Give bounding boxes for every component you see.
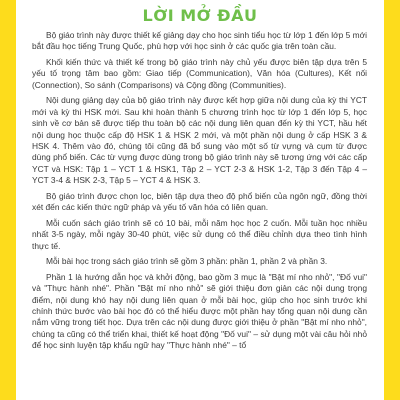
paragraph-1: Bộ giáo trình này được thiết kế giảng dạy cho học sinh tiểu học từ lớp 1 đến lớp 5 mới bắt đầu học tiếng Trung Quốc, phù hợp với học sinh ở các quốc gia trên toàn cầu. [32,30,367,52]
paragraph-2: Khối kiến thức và thiết kế trong bộ giáo trình này chủ yếu được biên tập dựa trên 5 yếu tố trọng tâm bao gồm: Giao tiếp (Communication), Văn hóa (Cultures), Kết nối (Connection), So sánh (Comparisons) và Cộng đồng (Communities). [32,57,367,90]
page-title: LỜI MỞ ĐẦU [142,6,258,25]
paragraph-6: Mỗi bài học trong sách giáo trình sẽ gồm 3 phần: phần 1, phần 2 và phần 3. [46,256,328,267]
paragraph-4: Bộ giáo trình được chọn lọc, biên tập dựa theo độ phổ biến của ngôn ngữ, đồng thời xét đến các kiến thức ngữ pháp và yếu tố văn hóa có liên quan. [32,190,367,213]
paragraph-5: Mỗi cuốn sách giáo trình sẽ có 10 bài, mỗi năm học học 2 cuốn. Mỗi tuần học nhiều nhất 3-5 ngày, mỗi ngày 30-40 phút, việc sử dụng có thể điều chỉnh dựa theo tình hình thực tế. [32,217,367,251]
document-page [16,0,384,400]
document-body [16,30,384,352]
paragraph-3: Nội dung giảng dạy của bộ giáo trình này được kết hợp giữa nội dung của kỳ thi YCT mới và kỳ thi HSK mới. Sau khi hoàn thành 5 chương trình học từ lớp 1 đến lớp 5, học sinh về cơ bản sẽ được tiếp thu toàn bộ các nội dung liên quan đến kỳ thi YCT, hầu hết nội dung học thuộc cấp độ HSK 1 & HSK 2 mới, và một phần nội dung ở cấp HSK 3 & HSK 4. Thêm vào đó, chúng tôi cũng đã bổ sung vào một số từ vựng và cụm từ được dùng phổ biến. Các từ vựng được dùng trong bộ giáo trình này sẽ tương ứng với các cấp YCT và HSK: Tập 1 – YCT 1 & HSK1, Tập 2 – YCT 2-3 & HSK 1-2, Tập 3 đến Tập 4 – YCT 3-4 & HSK 2-3, Tập 5 – YCT 4 & HSK 3. [32,95,367,186]
paragraph-7: Phần 1 là hướng dẫn học và khởi động, bao gồm 3 mục là "Bật mí nho nhỏ", "Đố vui" và "Thực hành nhé". Phần "Bật mí nho nhỏ" sẽ giới thiệu đơn giản các nội dung trọng điểm, nội dung khó hay nội dung liên quan ở mỗi bài học, giúp cho học sinh trước khi chính thức bước vào bài học đó có thể hiểu được một phần hay tổng quan nội dung cần nắm vững trong tiết học. Dựa trên các nội dung được giới thiệu ở phần "Bật mí nho nhỏ", chúng ta cũng có thể triển khai, thiết kế hoạt động "Đố vui" – sử dụng một vài câu hỏi nhỏ để học sinh luyện tập khẩu ngữ hay "Thực hành nhé" – tổ [32,271,367,351]
